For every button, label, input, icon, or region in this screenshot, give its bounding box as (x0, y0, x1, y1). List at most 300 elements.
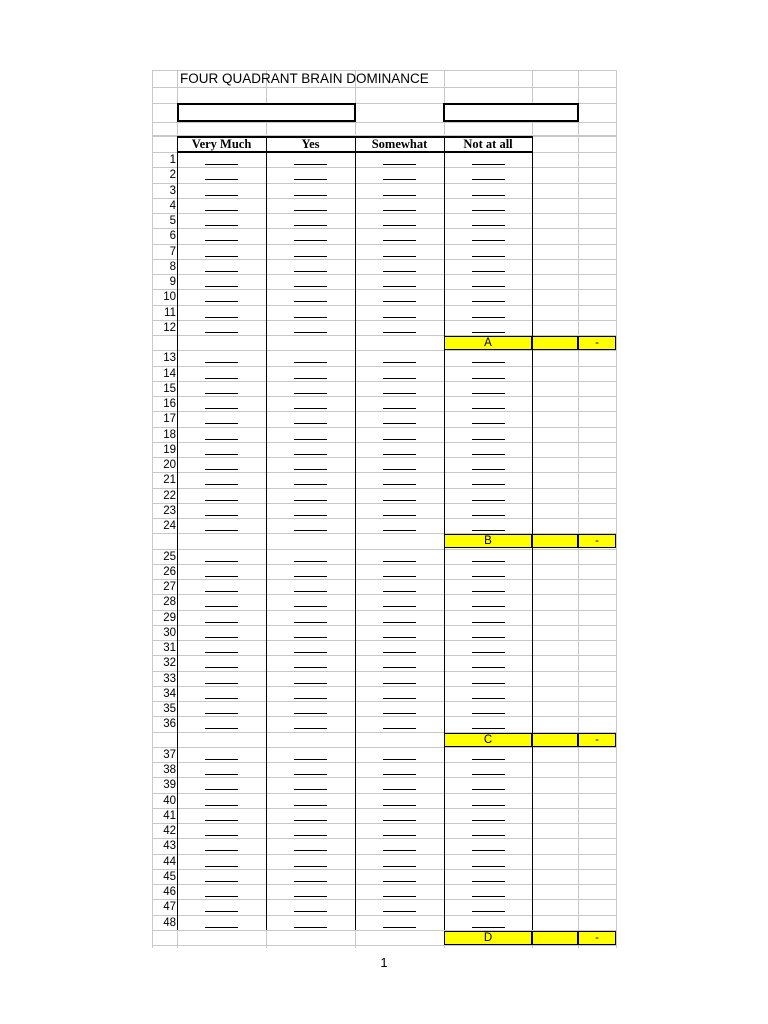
grid-hline (152, 457, 616, 458)
grid-hline (152, 87, 616, 88)
answer-blank[interactable] (383, 408, 416, 409)
table-border-vertical (444, 136, 446, 930)
answer-blank[interactable] (205, 652, 238, 653)
question-number: 21 (163, 474, 176, 487)
question-number: 36 (163, 718, 176, 731)
question-number: 18 (163, 428, 176, 441)
answer-blank[interactable] (205, 515, 238, 516)
answer-blank[interactable] (383, 911, 416, 912)
question-number: 47 (163, 901, 176, 914)
answer-blank[interactable] (205, 866, 238, 867)
grid-hline (152, 594, 616, 595)
answer-blank[interactable] (294, 911, 327, 912)
answer-blank[interactable] (472, 332, 505, 333)
answer-blank[interactable] (294, 683, 327, 684)
answer-blank[interactable] (294, 164, 327, 165)
grid-hline (152, 442, 616, 443)
grid-hline (152, 747, 616, 748)
answer-blank[interactable] (472, 423, 505, 424)
answer-blank[interactable] (205, 256, 238, 257)
answer-blank[interactable] (205, 210, 238, 211)
answer-blank[interactable] (294, 896, 327, 897)
section-score: - (578, 733, 616, 747)
answer-blank[interactable] (205, 423, 238, 424)
answer-blank[interactable] (472, 820, 505, 821)
grid-hline (152, 793, 616, 794)
answer-blank[interactable] (383, 484, 416, 485)
grid-hline (152, 472, 616, 473)
answer-blank[interactable] (383, 896, 416, 897)
answer-blank[interactable] (472, 850, 505, 851)
answer-blank[interactable] (383, 271, 416, 272)
question-number: 45 (163, 870, 176, 883)
answer-blank[interactable] (294, 301, 327, 302)
answer-blank[interactable] (205, 911, 238, 912)
question-number: 48 (163, 916, 176, 929)
section-label: A (444, 336, 532, 350)
answer-blank[interactable] (294, 698, 327, 699)
page-number: 1 (380, 955, 388, 970)
column-header: Somewhat (371, 137, 428, 151)
answer-blank[interactable] (205, 789, 238, 790)
answer-blank[interactable] (294, 378, 327, 379)
question-number: 3 (169, 184, 176, 197)
section-label: D (444, 931, 532, 945)
answer-blank[interactable] (472, 835, 505, 836)
answer-blank[interactable] (383, 210, 416, 211)
answer-blank[interactable] (383, 423, 416, 424)
answer-blank[interactable] (383, 469, 416, 470)
answer-blank[interactable] (205, 591, 238, 592)
answer-blank[interactable] (383, 332, 416, 333)
answer-blank[interactable] (205, 439, 238, 440)
section-label: B (444, 534, 532, 548)
answer-blank[interactable] (294, 484, 327, 485)
answer-blank[interactable] (294, 881, 327, 882)
answer-blank[interactable] (205, 286, 238, 287)
question-number: 1 (169, 154, 176, 166)
question-number: 8 (169, 260, 176, 273)
answer-blank[interactable] (205, 698, 238, 699)
answer-blank[interactable] (472, 561, 505, 562)
answer-blank[interactable] (294, 317, 327, 318)
answer-blank[interactable] (294, 728, 327, 729)
question-number: 2 (169, 169, 176, 182)
answer-blank[interactable] (383, 317, 416, 318)
answer-blank[interactable] (294, 439, 327, 440)
answer-blank[interactable] (294, 179, 327, 180)
answer-blank[interactable] (205, 301, 238, 302)
answer-blank[interactable] (294, 622, 327, 623)
table-border-vertical (355, 136, 357, 930)
answer-blank[interactable] (383, 759, 416, 760)
answer-blank[interactable] (383, 225, 416, 226)
question-number: 12 (163, 321, 176, 334)
answer-blank[interactable] (383, 362, 416, 363)
answer-blank[interactable] (383, 652, 416, 653)
grid-hline (152, 869, 616, 870)
answer-blank[interactable] (472, 683, 505, 684)
answer-blank[interactable] (472, 408, 505, 409)
grid-hline (152, 488, 616, 489)
answer-blank[interactable] (472, 225, 505, 226)
grid-hline (152, 549, 616, 550)
question-number: 6 (169, 230, 176, 243)
grid-hline (152, 427, 616, 428)
grid-hline (152, 579, 616, 580)
answer-blank[interactable] (383, 866, 416, 867)
question-number: 26 (163, 565, 176, 578)
question-number: 17 (163, 413, 176, 426)
answer-blank[interactable] (383, 439, 416, 440)
answer-blank[interactable] (472, 789, 505, 790)
grid-hline (152, 167, 616, 168)
answer-blank[interactable] (205, 561, 238, 562)
answer-blank[interactable] (472, 667, 505, 668)
answer-blank[interactable] (383, 774, 416, 775)
answer-blank[interactable] (383, 500, 416, 501)
date-input-box[interactable] (443, 103, 579, 122)
answer-blank[interactable] (472, 210, 505, 211)
answer-blank[interactable] (294, 195, 327, 196)
grid-hline (152, 762, 616, 763)
answer-blank[interactable] (294, 820, 327, 821)
question-number: 15 (163, 382, 176, 395)
answer-blank[interactable] (472, 728, 505, 729)
grid-hline (152, 854, 616, 855)
answer-blank[interactable] (383, 728, 416, 729)
answer-blank[interactable] (294, 393, 327, 394)
answer-blank[interactable] (472, 515, 505, 516)
answer-blank[interactable] (205, 378, 238, 379)
section-total (532, 336, 578, 350)
question-number: 7 (169, 245, 176, 258)
question-number: 10 (163, 291, 176, 304)
answer-blank[interactable] (294, 332, 327, 333)
answer-blank[interactable] (205, 896, 238, 897)
answer-blank[interactable] (205, 622, 238, 623)
answer-blank[interactable] (472, 301, 505, 302)
answer-blank[interactable] (205, 683, 238, 684)
answer-blank[interactable] (383, 530, 416, 531)
section-label: C (444, 733, 532, 747)
answer-blank[interactable] (205, 362, 238, 363)
question-number: 35 (163, 703, 176, 715)
answer-blank[interactable] (294, 408, 327, 409)
grid-hline (152, 899, 616, 900)
answer-blank[interactable] (294, 713, 327, 714)
answer-blank[interactable] (294, 667, 327, 668)
question-number: 33 (163, 672, 176, 685)
answer-blank[interactable] (383, 256, 416, 257)
question-number: 19 (163, 443, 176, 456)
answer-blank[interactable] (472, 698, 505, 699)
answer-blank[interactable] (383, 240, 416, 241)
answer-blank[interactable] (294, 866, 327, 867)
answer-blank[interactable] (205, 484, 238, 485)
answer-blank[interactable] (472, 911, 505, 912)
answer-blank[interactable] (294, 469, 327, 470)
answer-blank[interactable] (205, 454, 238, 455)
answer-blank[interactable] (205, 728, 238, 729)
answer-blank[interactable] (472, 164, 505, 165)
answer-blank[interactable] (383, 378, 416, 379)
answer-blank[interactable] (205, 713, 238, 714)
answer-blank[interactable] (383, 454, 416, 455)
grid-hline (152, 701, 616, 702)
question-number: 22 (163, 489, 176, 502)
question-number: 29 (163, 611, 176, 624)
grid-hline (152, 350, 616, 351)
answer-blank[interactable] (294, 423, 327, 424)
name-input-box[interactable] (177, 103, 356, 122)
answer-blank[interactable] (205, 835, 238, 836)
table-border-vertical (266, 136, 268, 930)
answer-blank[interactable] (472, 759, 505, 760)
answer-blank[interactable] (383, 637, 416, 638)
section-score: - (578, 931, 616, 945)
answer-blank[interactable] (472, 805, 505, 806)
answer-blank[interactable] (205, 667, 238, 668)
grid-hline (152, 915, 616, 916)
answer-blank[interactable] (472, 362, 505, 363)
answer-blank[interactable] (472, 637, 505, 638)
answer-blank[interactable] (472, 866, 505, 867)
answer-blank[interactable] (294, 759, 327, 760)
answer-blank[interactable] (294, 652, 327, 653)
grid-hline (152, 564, 616, 565)
answer-blank[interactable] (472, 454, 505, 455)
answer-blank[interactable] (205, 408, 238, 409)
answer-blank[interactable] (294, 500, 327, 501)
answer-blank[interactable] (383, 927, 416, 928)
answer-blank[interactable] (383, 606, 416, 607)
answer-blank[interactable] (294, 530, 327, 531)
answer-blank[interactable] (472, 286, 505, 287)
answer-blank[interactable] (472, 530, 505, 531)
question-number: 5 (169, 215, 176, 227)
answer-blank[interactable] (294, 637, 327, 638)
grid-hline (152, 808, 616, 809)
answer-blank[interactable] (205, 225, 238, 226)
answer-blank[interactable] (383, 622, 416, 623)
grid-hline (152, 518, 616, 519)
grid-hline (152, 183, 616, 184)
answer-blank[interactable] (205, 759, 238, 760)
answer-blank[interactable] (205, 637, 238, 638)
grid-hline (152, 396, 616, 397)
answer-blank[interactable] (205, 576, 238, 577)
grid-hline (152, 289, 616, 290)
answer-blank[interactable] (294, 210, 327, 211)
question-number: 43 (163, 840, 176, 853)
answer-blank[interactable] (472, 317, 505, 318)
answer-blank[interactable] (383, 667, 416, 668)
answer-blank[interactable] (205, 332, 238, 333)
question-number: 42 (163, 825, 176, 837)
question-number: 27 (163, 581, 176, 593)
answer-blank[interactable] (383, 850, 416, 851)
answer-blank[interactable] (383, 301, 416, 302)
grid-hline (152, 838, 616, 839)
grid-hline (152, 655, 616, 656)
answer-blank[interactable] (205, 271, 238, 272)
answer-blank[interactable] (294, 774, 327, 775)
answer-blank[interactable] (472, 195, 505, 196)
question-number: 4 (169, 199, 176, 212)
answer-blank[interactable] (205, 805, 238, 806)
answer-blank[interactable] (294, 271, 327, 272)
answer-blank[interactable] (294, 225, 327, 226)
answer-blank[interactable] (294, 927, 327, 928)
answer-blank[interactable] (472, 652, 505, 653)
answer-blank[interactable] (205, 881, 238, 882)
answer-blank[interactable] (472, 591, 505, 592)
question-number: 13 (163, 352, 176, 365)
answer-blank[interactable] (205, 469, 238, 470)
answer-blank[interactable] (383, 820, 416, 821)
answer-blank[interactable] (472, 896, 505, 897)
answer-blank[interactable] (205, 530, 238, 531)
question-number: 11 (164, 306, 176, 319)
answer-blank[interactable] (383, 683, 416, 684)
answer-blank[interactable] (383, 561, 416, 562)
answer-blank[interactable] (383, 713, 416, 714)
grid-vline (578, 70, 579, 948)
question-number: 14 (163, 367, 176, 380)
answer-blank[interactable] (472, 713, 505, 714)
grid-hline (152, 213, 616, 214)
answer-blank[interactable] (205, 393, 238, 394)
answer-blank[interactable] (294, 256, 327, 257)
grid-hline (152, 625, 616, 626)
answer-blank[interactable] (383, 698, 416, 699)
grid-hline (152, 884, 616, 885)
answer-blank[interactable] (294, 805, 327, 806)
answer-blank[interactable] (472, 881, 505, 882)
page-title: FOUR QUADRANT BRAIN DOMINANCE (180, 71, 429, 86)
answer-blank[interactable] (294, 286, 327, 287)
answer-blank[interactable] (294, 850, 327, 851)
answer-blank[interactable] (383, 286, 416, 287)
grid-hline (152, 716, 616, 717)
grid-hline (152, 381, 616, 382)
question-number: 9 (169, 276, 176, 288)
answer-blank[interactable] (383, 195, 416, 196)
answer-blank[interactable] (383, 576, 416, 577)
answer-blank[interactable] (472, 240, 505, 241)
question-number: 24 (163, 520, 176, 532)
grid-hline (152, 671, 616, 672)
answer-blank[interactable] (383, 881, 416, 882)
grid-hline (152, 610, 616, 611)
answer-blank[interactable] (294, 606, 327, 607)
table-border-vertical (532, 136, 534, 930)
grid-hline (152, 686, 616, 687)
answer-blank[interactable] (383, 164, 416, 165)
section-score: - (578, 534, 616, 548)
answer-blank[interactable] (294, 362, 327, 363)
answer-blank[interactable] (294, 454, 327, 455)
answer-blank[interactable] (383, 515, 416, 516)
answer-blank[interactable] (472, 927, 505, 928)
answer-blank[interactable] (472, 774, 505, 775)
answer-blank[interactable] (383, 393, 416, 394)
answer-blank[interactable] (205, 317, 238, 318)
answer-blank[interactable] (205, 850, 238, 851)
answer-blank[interactable] (294, 576, 327, 577)
grid-hline (152, 823, 616, 824)
answer-blank[interactable] (383, 835, 416, 836)
question-number: 31 (163, 642, 176, 654)
answer-blank[interactable] (472, 378, 505, 379)
answer-blank[interactable] (205, 500, 238, 501)
answer-blank[interactable] (383, 591, 416, 592)
answer-blank[interactable] (383, 805, 416, 806)
grid-vline (616, 70, 617, 948)
question-number: 34 (163, 687, 176, 700)
answer-blank[interactable] (205, 240, 238, 241)
answer-blank[interactable] (472, 469, 505, 470)
answer-blank[interactable] (383, 179, 416, 180)
question-number: 44 (163, 855, 176, 868)
column-header: Yes (301, 137, 320, 151)
answer-blank[interactable] (472, 256, 505, 257)
answer-blank[interactable] (205, 927, 238, 928)
answer-blank[interactable] (294, 835, 327, 836)
question-number: 46 (163, 886, 176, 898)
grid-hline (152, 366, 616, 367)
answer-blank[interactable] (205, 820, 238, 821)
answer-blank[interactable] (205, 164, 238, 165)
table-border-vertical (177, 136, 179, 930)
question-number: 16 (163, 398, 176, 410)
question-number: 30 (163, 626, 176, 639)
answer-blank[interactable] (294, 591, 327, 592)
answer-blank[interactable] (472, 179, 505, 180)
answer-blank[interactable] (472, 606, 505, 607)
answer-blank[interactable] (472, 439, 505, 440)
answer-blank[interactable] (294, 561, 327, 562)
answer-blank[interactable] (205, 774, 238, 775)
answer-blank[interactable] (472, 271, 505, 272)
grid-hline (152, 945, 616, 946)
question-number: 38 (163, 764, 176, 776)
answer-blank[interactable] (383, 789, 416, 790)
answer-blank[interactable] (472, 393, 505, 394)
column-header: Very Much (191, 137, 252, 151)
spreadsheet (152, 70, 616, 948)
section-total (532, 931, 578, 945)
question-number: 37 (163, 748, 176, 761)
answer-blank[interactable] (472, 622, 505, 623)
answer-blank[interactable] (294, 240, 327, 241)
answer-blank[interactable] (472, 484, 505, 485)
grid-hline (152, 320, 616, 321)
section-total (532, 534, 578, 548)
question-number: 40 (163, 794, 176, 807)
question-number: 32 (163, 657, 176, 670)
answer-blank[interactable] (472, 576, 505, 577)
answer-blank[interactable] (205, 606, 238, 607)
answer-blank[interactable] (472, 500, 505, 501)
question-number: 39 (163, 779, 176, 792)
answer-blank[interactable] (294, 515, 327, 516)
answer-blank[interactable] (205, 195, 238, 196)
answer-blank[interactable] (205, 179, 238, 180)
grid-hline (152, 228, 616, 229)
answer-blank[interactable] (294, 789, 327, 790)
